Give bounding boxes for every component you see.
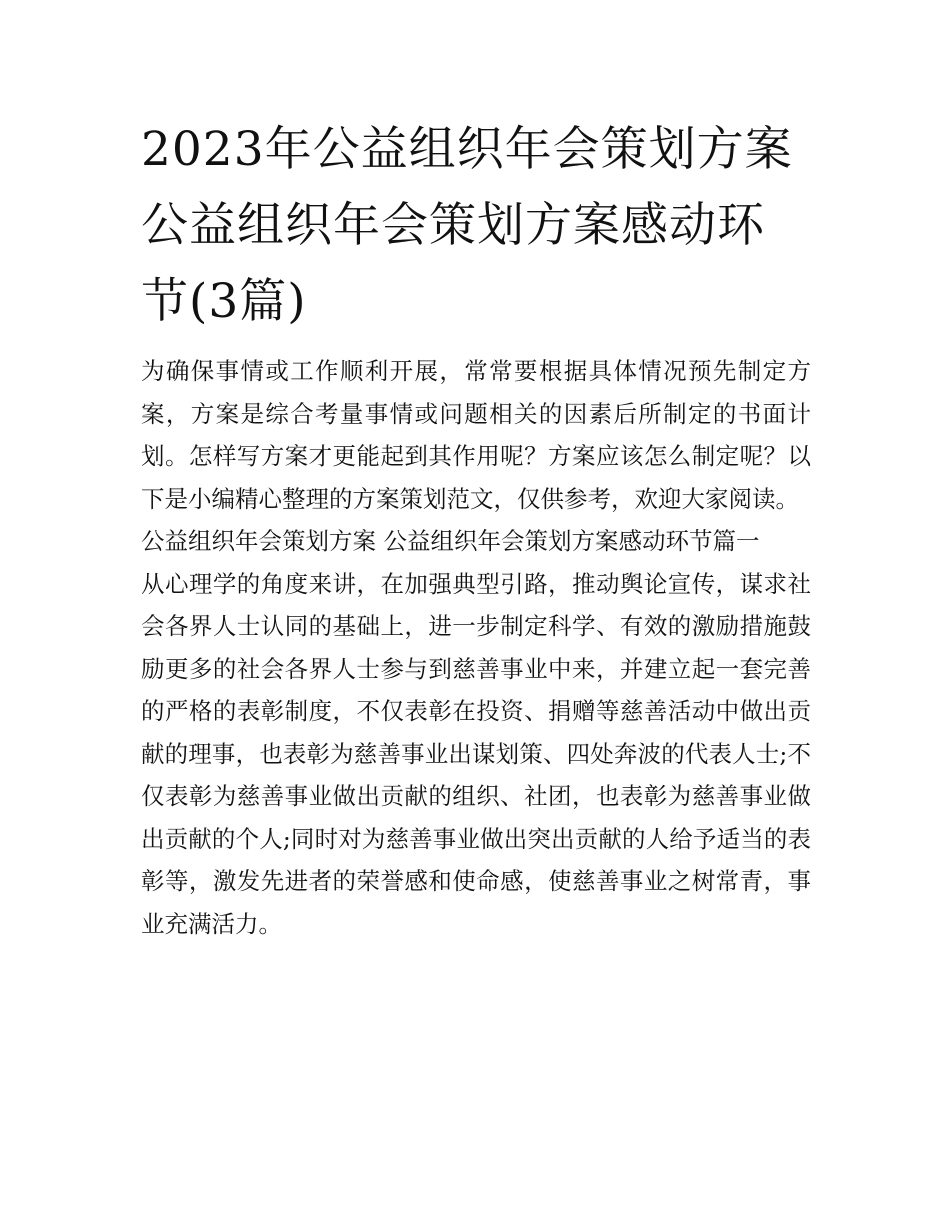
document-content: [141, 112, 811, 945]
intro-paragraph: 为确保事情或工作顺利开展，常常要根据具体情况预先制定方案，方案是综合考量事情或问题相关的因素后所制定的书面计划。怎样写方案才更能起到其作用呢？方案应该怎么制定呢？以下是小编精心整理的方案策划范文，仅供参考，欢迎大家阅读。: [141, 357, 811, 513]
section-heading: 公益组织年会策划方案 公益组织年会策划方案感动环节篇一: [141, 527, 760, 555]
document-title: [141, 112, 811, 340]
title-line: 公益组织年会策划方案感动环: [141, 198, 765, 253]
title-line: 2023年公益组织年会策划方案: [141, 122, 793, 177]
body-paragraph: 从心理学的角度来讲，在加强典型引路，推动舆论宣传，谋求社会各界人士认同的基础上，进一步制定科学、有效的激励措施鼓励更多的社会各界人士参与到慈善事业中来，并建立起一套完善的严格的表彰制度，不仅表彰在投资、捐赠等慈善活动中做出贡献的理事，也表彰为慈善事业出谋划策、四处奔波的代表人士;不仅表彰为慈善事业做出贡献的组织、社团，也表彰为慈善事业做出贡献的个人;同时对为慈善事业做出突出贡献的人给予适当的表彰等，激发先进者的荣誉感和使命感，使慈善事业之树常青，事业充满活力。: [141, 569, 811, 938]
title-line: 节(3篇): [141, 274, 307, 329]
document-body: [141, 350, 811, 945]
